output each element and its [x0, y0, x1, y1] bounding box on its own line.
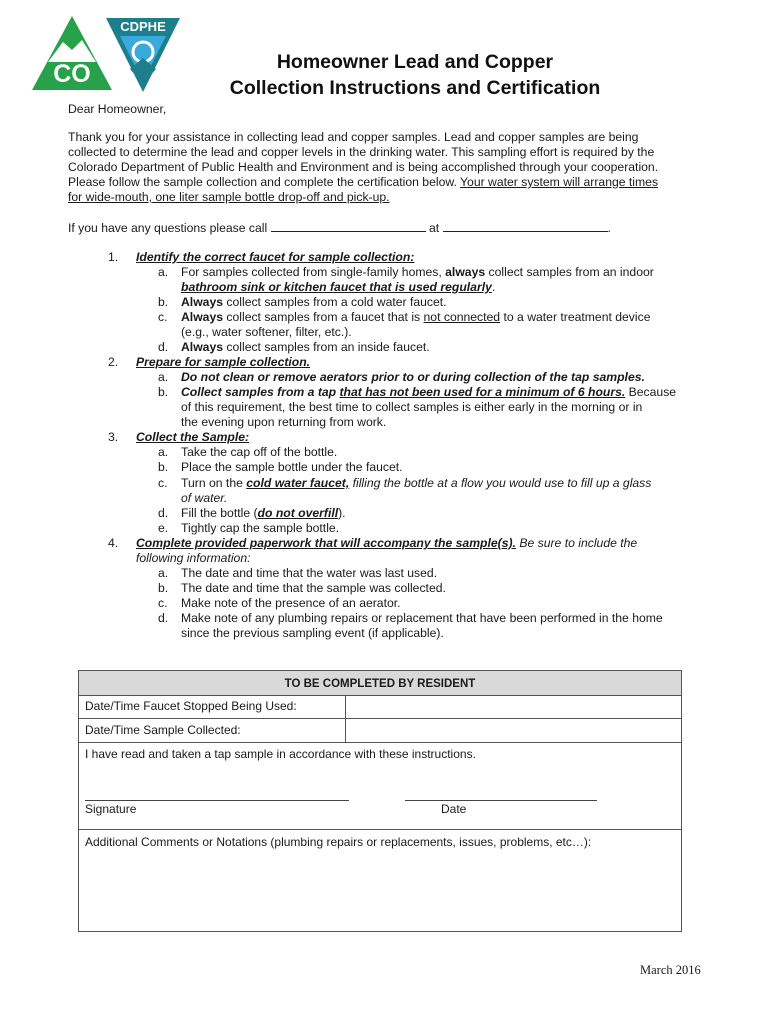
intro-line: Please follow the sample collection and complete the certification below. Your water system will arrange times	[68, 175, 659, 189]
item-letter: b.	[158, 460, 169, 474]
item-letter: c.	[158, 310, 168, 324]
step-item: Make note of any plumbing repairs or replacement that have been performed in the home	[181, 611, 663, 625]
step-heading: Identify the correct faucet for sample collection:	[136, 250, 415, 264]
collected-label: Date/Time Sample Collected:	[85, 723, 241, 737]
item-letter: d.	[158, 611, 169, 625]
item-letter: d.	[158, 340, 169, 354]
comments-area[interactable]	[79, 830, 681, 930]
step-item-cont: bathroom sink or kitchen faucet that is used regularly.	[181, 280, 496, 294]
arrange-times-text-cont: for wide-mouth, one liter sample bottle drop-off and pick-up.	[68, 190, 390, 204]
step-item-cont: since the previous sampling event (if applicable).	[181, 626, 444, 640]
step-item: Make note of the presence of an aerator.	[181, 596, 401, 610]
date-line[interactable]	[405, 800, 597, 801]
step-item: Turn on the cold water faucet, filling the bottle at a flow you would use to fill up a glass	[181, 476, 652, 490]
step-number: 4.	[108, 536, 119, 550]
comments-label: Additional Comments or Notations (plumbing repairs or replacements, issues, problems, etc…):	[85, 835, 592, 849]
certify-text: I have read and taken a tap sample in accordance with these instructions.	[85, 747, 476, 761]
signature-label: Signature	[85, 802, 137, 816]
step-item: Fill the bottle (do not overfill).	[181, 506, 346, 520]
step-number: 1.	[108, 250, 119, 264]
step-item: Collect samples from a tap that has not been used for a minimum of 6 hours. Because	[181, 385, 677, 399]
step-heading: Complete provided paperwork that will accompany the sample(s). Be sure to include the	[136, 536, 638, 550]
step-item-cont: of this requirement, the best time to collect samples is either early in the morning or in	[181, 400, 643, 414]
step-heading-cont: following information:	[136, 551, 251, 565]
footer-date: March 2016	[640, 963, 701, 977]
step-item-cont: the evening upon returning from work.	[181, 415, 387, 429]
step-item: For samples collected from single-family homes, always collect samples from an indoor	[181, 265, 654, 279]
item-letter: e.	[158, 521, 169, 535]
questions-line: If you have any questions please call at .	[68, 221, 611, 235]
form-row-certify	[79, 743, 681, 830]
collected-input[interactable]	[346, 720, 680, 742]
resident-form	[78, 670, 682, 932]
step-item-cont: of water.	[181, 491, 228, 505]
stopped-label: Date/Time Faucet Stopped Being Used:	[85, 699, 297, 713]
intro-line: collected to determine the lead and copper levels in the drinking water. This sampling effort is required by the	[68, 145, 655, 159]
item-letter: a.	[158, 265, 169, 279]
logo-brand-text: CDPHE	[120, 19, 166, 34]
date-label: Date	[441, 802, 467, 816]
step-item: Always collect samples from an inside faucet.	[181, 340, 430, 354]
step-item-cont: (e.g., water softener, filter, etc.).	[181, 325, 352, 339]
item-letter: d.	[158, 506, 169, 520]
step-item: Always collect samples from a faucet that is not connected to a water treatment device	[181, 310, 651, 324]
step-item: Take the cap off of the bottle.	[181, 445, 338, 459]
cdphe-logo	[30, 14, 182, 94]
item-letter: a.	[158, 370, 169, 384]
intro-line: Colorado Department of Public Health and Environment and is being accomplished through your cooperation.	[68, 160, 659, 174]
step-item: The date and time that the sample was collected.	[181, 581, 446, 595]
item-letter: a.	[158, 566, 169, 580]
item-letter: b.	[158, 295, 169, 309]
intro-line: Thank you for your assistance in collecting lead and copper samples. Lead and copper samples are being	[68, 130, 639, 144]
item-letter: c.	[158, 476, 168, 490]
step-item: Place the sample bottle under the faucet.	[181, 460, 403, 474]
step-item: The date and time that the water was last used.	[181, 566, 438, 580]
item-letter: b.	[158, 385, 169, 399]
item-letter: c.	[158, 596, 168, 610]
arrange-times-text: Your water system will arrange times	[460, 175, 659, 189]
logo-state-text: CO	[53, 60, 91, 88]
form-heading: TO BE COMPLETED BY RESIDENT	[79, 671, 681, 696]
step-item: Tightly cap the sample bottle.	[181, 521, 340, 535]
step-number: 2.	[108, 355, 119, 369]
phone-blank	[271, 220, 426, 232]
item-letter: a.	[158, 445, 169, 459]
contact-blank	[443, 220, 608, 232]
document-title-line2: Collection Instructions and Certification	[229, 77, 601, 99]
signature-line[interactable]	[85, 800, 349, 801]
document-title-line1: Homeowner Lead and Copper	[276, 51, 554, 73]
stopped-input[interactable]	[346, 696, 680, 718]
greeting: Dear Homeowner,	[68, 102, 167, 116]
step-item: Do not clean or remove aerators prior to or during collection of the tap samples.	[181, 370, 645, 384]
step-number: 3.	[108, 430, 119, 444]
step-heading: Collect the Sample:	[136, 430, 250, 444]
step-heading: Prepare for sample collection.	[136, 355, 311, 369]
step-item: Always collect samples from a cold water faucet.	[181, 295, 447, 309]
item-letter: b.	[158, 581, 169, 595]
